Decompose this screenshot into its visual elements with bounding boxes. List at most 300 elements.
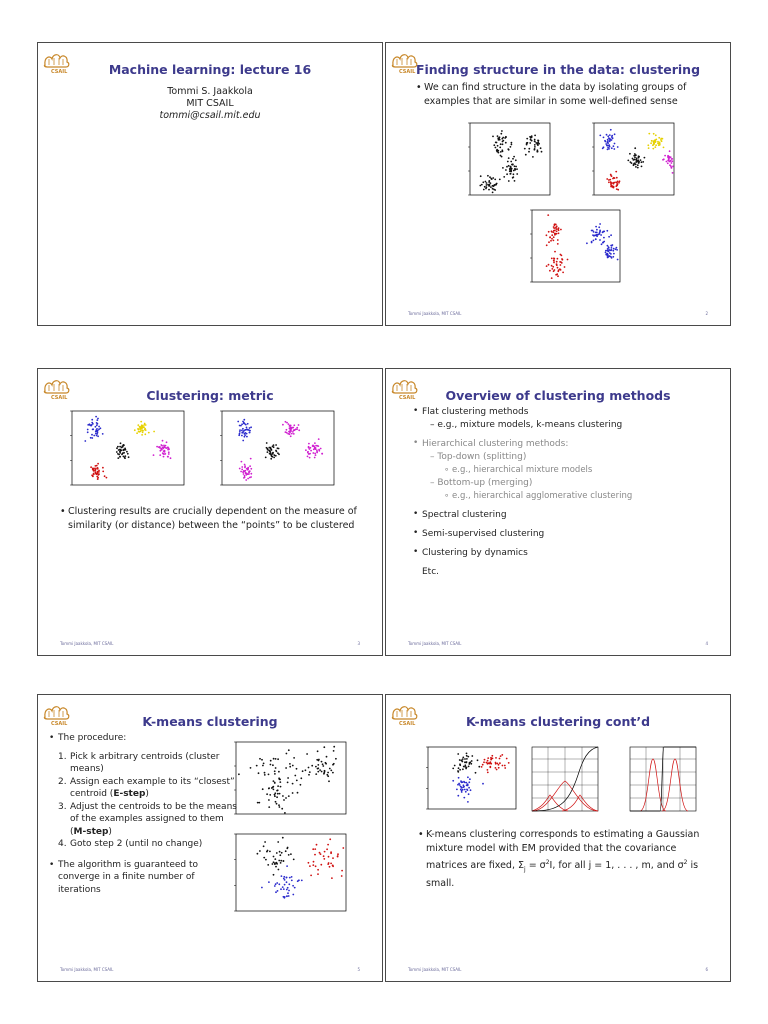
bullet-text: • We can find structure in the data by isolating groups of examples that are similar in some well-defined sense xyxy=(416,82,687,107)
scatter-point xyxy=(595,232,597,234)
scatter-point xyxy=(488,180,490,182)
scatter-point xyxy=(323,855,325,857)
slide-footer: Tommi Jaakkola, MIT CSAIL xyxy=(408,311,462,316)
scatter-point xyxy=(275,866,277,868)
scatter-point xyxy=(653,133,655,135)
scatter-point xyxy=(562,272,564,274)
scatter-point xyxy=(270,458,272,460)
scatter-point xyxy=(637,167,639,169)
scatter-point xyxy=(280,862,282,864)
scatter-point xyxy=(273,457,275,459)
scatter-point xyxy=(274,792,276,794)
scatter-point xyxy=(285,421,287,423)
slide-title: Overview of clustering methods xyxy=(445,388,671,403)
scatter-point xyxy=(308,862,310,864)
scatter-point xyxy=(324,851,326,853)
scatter-point xyxy=(248,472,250,474)
scatter-point xyxy=(98,470,100,472)
scatter-point xyxy=(507,161,509,163)
scatter-point xyxy=(534,146,536,148)
scatter-point xyxy=(505,169,507,171)
scatter-point xyxy=(294,887,296,889)
scatter-point xyxy=(250,426,252,428)
scatter-point xyxy=(633,155,635,157)
scatter-point xyxy=(487,772,489,774)
scatter-point xyxy=(452,780,454,782)
scatter-point xyxy=(313,449,315,451)
scatter-point xyxy=(283,876,285,878)
scatter-point xyxy=(330,770,332,772)
scatter-point xyxy=(141,434,143,436)
scatter-point xyxy=(613,253,615,255)
scatter-point xyxy=(165,447,167,449)
scatter-point xyxy=(669,164,671,166)
scatter-point xyxy=(309,865,311,867)
svg-text:CSAIL: CSAIL xyxy=(51,721,68,727)
scatter-point xyxy=(487,175,489,177)
scatter-point xyxy=(136,432,138,434)
scatter-point xyxy=(606,178,608,180)
scatter-point xyxy=(280,786,282,788)
scatter-point xyxy=(653,143,655,145)
scatter-point xyxy=(662,138,664,140)
scatter-point xyxy=(593,240,595,242)
scatter-point xyxy=(274,795,276,797)
scatter-point xyxy=(159,447,161,449)
scatter-point xyxy=(556,228,558,230)
scatter-point xyxy=(296,780,298,782)
scatter-point xyxy=(163,456,165,458)
scatter-point xyxy=(613,145,615,147)
scatter-point xyxy=(250,767,252,769)
page-number: 3 xyxy=(357,641,360,646)
email: tommi@csail.mit.edu xyxy=(159,110,261,121)
scatter-point xyxy=(162,452,164,454)
scatter-point xyxy=(460,789,462,791)
scatter-point xyxy=(496,769,498,771)
scatter-point xyxy=(242,471,244,473)
scatter-point xyxy=(607,255,609,257)
scatter-point xyxy=(316,451,318,453)
scatter-point xyxy=(335,758,337,760)
scatter-point xyxy=(282,424,284,426)
scatter-point xyxy=(529,142,531,144)
scatter-point xyxy=(332,764,334,766)
scatter-point xyxy=(510,161,512,163)
scatter-point xyxy=(297,792,299,794)
scatter-point xyxy=(300,784,302,786)
scatter-point xyxy=(462,789,464,791)
scatter-point xyxy=(97,468,99,470)
scatter-point xyxy=(250,458,252,460)
scatter-point xyxy=(633,164,635,166)
scatter-point xyxy=(139,426,141,428)
scatter-point xyxy=(307,451,309,453)
scatter-point xyxy=(609,134,611,136)
scatter-point xyxy=(491,755,493,757)
scatter-point xyxy=(273,444,275,446)
scatter-point xyxy=(635,161,637,163)
scatter-point xyxy=(116,447,118,449)
scatter-point xyxy=(337,855,339,857)
scatter-point xyxy=(119,451,121,453)
scatter-point xyxy=(321,761,323,763)
scatter-point xyxy=(611,245,613,247)
scatter-point xyxy=(308,767,310,769)
scatter-point xyxy=(323,746,325,748)
scatter-point xyxy=(610,129,612,131)
scatter-point xyxy=(509,168,511,170)
scatter-point xyxy=(329,866,331,868)
scatter-point xyxy=(602,231,604,233)
scatter-point xyxy=(512,158,514,160)
scatter-point xyxy=(250,468,252,470)
scatter-plot-unlabeled xyxy=(462,121,552,201)
scatter-point xyxy=(277,841,279,843)
scatter-point xyxy=(501,156,503,158)
scatter-point xyxy=(551,238,553,240)
slide-1 xyxy=(37,42,383,326)
scatter-point xyxy=(487,184,489,186)
scatter-point xyxy=(508,149,510,151)
scatter-point xyxy=(463,781,465,783)
scatter-point xyxy=(612,250,614,252)
scatter-point xyxy=(97,463,99,465)
list-item: • Flat clustering methods – e.g., mixture models, k-means clustering xyxy=(413,406,623,430)
scatter-point xyxy=(302,770,304,772)
scatter-point xyxy=(272,786,274,788)
scatter-point xyxy=(497,137,499,139)
scatter-point xyxy=(468,793,470,795)
scatter-point xyxy=(553,258,555,260)
scatter-point xyxy=(664,155,666,157)
scatter-point xyxy=(317,767,319,769)
scatter-point xyxy=(293,429,295,431)
scatter-point xyxy=(242,432,244,434)
scatter-point xyxy=(142,430,144,432)
scatter-point xyxy=(318,759,320,761)
scatter-point xyxy=(548,231,550,233)
scatter-point xyxy=(333,750,335,752)
scatter-point xyxy=(119,456,121,458)
scatter-point xyxy=(462,758,464,760)
scatter-point xyxy=(161,445,163,447)
scatter-point xyxy=(266,442,268,444)
scatter-point xyxy=(317,771,319,773)
scatter-point xyxy=(122,452,124,454)
scatter-point xyxy=(274,885,276,887)
scatter-point xyxy=(264,774,266,776)
scatter-point xyxy=(327,844,329,846)
scatter-point xyxy=(471,755,473,757)
scatter-point xyxy=(602,242,604,244)
scatter-point xyxy=(495,767,497,769)
scatter-point xyxy=(268,881,270,883)
scatter-point xyxy=(601,243,603,245)
scatter-point xyxy=(659,142,661,144)
scatter-point xyxy=(511,168,513,170)
scatter-point xyxy=(308,446,310,448)
kmeans-scatter-initial xyxy=(228,740,348,820)
scatter-point xyxy=(667,156,669,158)
scatter-point xyxy=(318,449,320,451)
scatter-point xyxy=(641,161,643,163)
scatter-point xyxy=(494,179,496,181)
scatter-point xyxy=(96,473,98,475)
scatter-point xyxy=(285,850,287,852)
scatter-point xyxy=(117,446,119,448)
scatter-point xyxy=(458,767,460,769)
scatter-point xyxy=(634,157,636,159)
guarantee-text: The algorithm is guaranteed to converge in a finite number of iterations xyxy=(58,859,199,895)
scatter-point xyxy=(145,424,147,426)
scatter-point xyxy=(278,869,280,871)
scatter-point xyxy=(670,167,672,169)
scatter-point xyxy=(125,449,127,451)
scatter-point xyxy=(463,797,465,799)
scatter-point xyxy=(605,252,607,254)
scatter-point xyxy=(610,186,612,188)
scatter-point xyxy=(286,753,288,755)
scatter-point xyxy=(95,426,97,428)
scatter-point xyxy=(246,427,248,429)
scatter-point xyxy=(278,860,280,862)
scatter-point xyxy=(528,151,530,153)
scatter-point xyxy=(611,247,613,249)
scatter-point xyxy=(612,178,614,180)
scatter-point xyxy=(534,140,536,142)
scatter-point xyxy=(288,423,290,425)
scatter-point xyxy=(106,477,108,479)
scatter-point xyxy=(238,773,240,775)
scatter-point xyxy=(644,157,646,159)
scatter-point xyxy=(508,165,510,167)
scatter-point xyxy=(100,427,102,429)
scatter-point xyxy=(497,150,499,152)
scatter-point xyxy=(244,436,246,438)
scatter-point xyxy=(277,785,279,787)
scatter-point xyxy=(268,806,270,808)
scatter-point xyxy=(291,876,293,878)
scatter-point xyxy=(328,856,330,858)
scatter-point xyxy=(293,424,295,426)
scatter-point xyxy=(515,166,517,168)
scatter-point xyxy=(528,148,530,150)
scatter-point xyxy=(278,804,280,806)
scatter-point xyxy=(551,265,553,267)
scatter-point xyxy=(495,142,497,144)
scatter-point xyxy=(609,139,611,141)
scatter-point xyxy=(516,173,518,175)
scatter-point xyxy=(504,767,506,769)
scatter-point xyxy=(142,432,144,434)
scatter-point xyxy=(315,454,317,456)
scatter-point xyxy=(460,780,462,782)
scatter-point xyxy=(541,151,543,153)
scatter-point xyxy=(495,762,497,764)
scatter-point xyxy=(612,137,614,139)
scatter-point xyxy=(243,419,245,421)
scatter-point xyxy=(508,762,510,764)
slide-6 xyxy=(385,694,731,982)
scatter-point xyxy=(550,240,552,242)
scatter-point xyxy=(280,860,282,862)
scatter-point xyxy=(246,433,248,435)
scatter-point xyxy=(315,447,317,449)
scatter-point xyxy=(244,464,246,466)
scatter-point xyxy=(321,453,323,455)
svg-text:CSAIL: CSAIL xyxy=(51,395,68,401)
scatter-point xyxy=(286,895,288,897)
scatter-point xyxy=(609,252,611,254)
scatter-point xyxy=(268,774,270,776)
page-number: 5 xyxy=(357,967,360,972)
scatter-point xyxy=(640,159,642,161)
scatter-point xyxy=(557,267,559,269)
scatter-point xyxy=(278,453,280,455)
scatter-point xyxy=(492,188,494,190)
scatter-point xyxy=(276,451,278,453)
scatter-point xyxy=(660,139,662,141)
scatter-point xyxy=(554,251,556,253)
scatter-point xyxy=(488,189,490,191)
scatter-point xyxy=(615,181,617,183)
scatter-point xyxy=(264,772,266,774)
scatter-point xyxy=(467,776,469,778)
scatter-point xyxy=(170,457,172,459)
scatter-point xyxy=(262,788,264,790)
scatter-point xyxy=(315,445,317,447)
scatter-point xyxy=(284,896,286,898)
scatter-point xyxy=(279,854,281,856)
scatter-point xyxy=(116,451,118,453)
scatter-point xyxy=(492,192,494,194)
scatter-point xyxy=(261,759,263,761)
scatter-point xyxy=(282,795,284,797)
scatter-point xyxy=(504,765,506,767)
scatter-point xyxy=(531,135,533,137)
scatter-point xyxy=(608,247,610,249)
scatter-point xyxy=(557,228,559,230)
slide-title: K-means clustering xyxy=(142,714,278,729)
scatter-point xyxy=(630,161,632,163)
scatter-plot-metric-b xyxy=(214,409,336,491)
slide-title: Machine learning: lecture 16 xyxy=(108,62,312,77)
scatter-point xyxy=(290,435,292,437)
scatter-point xyxy=(636,157,638,159)
scatter-point xyxy=(148,432,150,434)
scatter-point xyxy=(512,177,514,179)
scatter-point xyxy=(454,765,456,767)
scatter-point xyxy=(341,870,343,872)
scatter-point xyxy=(554,233,556,235)
scatter-point xyxy=(298,879,300,881)
scatter-point xyxy=(328,862,330,864)
scatter-point xyxy=(316,759,318,761)
scatter-point xyxy=(607,149,609,151)
scatter-point xyxy=(667,162,669,164)
scatter-point xyxy=(567,259,569,261)
scatter-point xyxy=(278,883,280,885)
scatter-point xyxy=(271,787,273,789)
bullet-text: • Clustering results are crucially dependent on the measure of similarity (or distance) between the “points” to be clustered xyxy=(60,506,357,531)
scatter-point xyxy=(557,243,559,245)
scatter-point xyxy=(595,226,597,228)
scatter-point xyxy=(607,147,609,149)
scatter-point xyxy=(98,473,100,475)
scatter-point xyxy=(317,750,319,752)
scatter-point xyxy=(512,163,514,165)
scatter-point xyxy=(599,135,601,137)
scatter-point xyxy=(144,429,146,431)
scatter-point xyxy=(600,234,602,236)
scatter-point xyxy=(466,789,468,791)
scatter-point xyxy=(524,148,526,150)
scatter-point xyxy=(288,795,290,797)
scatter-point xyxy=(456,789,458,791)
list-item: Etc. xyxy=(422,567,440,577)
scatter-point xyxy=(318,438,320,440)
scatter-point xyxy=(123,444,125,446)
scatter-point xyxy=(263,857,265,859)
scatter-point xyxy=(668,160,670,162)
scatter-point xyxy=(341,875,343,877)
scatter-point xyxy=(91,437,93,439)
scatter-point xyxy=(634,159,636,161)
scatter-point xyxy=(607,141,609,143)
scatter-point xyxy=(508,157,510,159)
bullet-text: • K-means clustering corresponds to estimating a Gaussian mixture model with EM provided that the covariance matrices are fixed, $\Sigma_j = \sigma^2I$, for all j = 1, . . . , m, and $\sigma^2$ is small. xyxy=(418,829,700,890)
scatter-point xyxy=(284,884,286,886)
scatter-point xyxy=(502,143,504,145)
scatter-point xyxy=(244,476,246,478)
scatter-point xyxy=(603,237,605,239)
scatter-point xyxy=(484,759,486,761)
scatter-point xyxy=(305,449,307,451)
scatter-point xyxy=(300,777,302,779)
scatter-point xyxy=(468,763,470,765)
scatter-point xyxy=(162,440,164,442)
scatter-point xyxy=(90,425,92,427)
scatter-point xyxy=(293,757,295,759)
scatter-point xyxy=(493,185,495,187)
scatter-point xyxy=(553,226,555,228)
scatter-point xyxy=(514,165,516,167)
scatter-point xyxy=(287,433,289,435)
scatter-point xyxy=(117,457,119,459)
scatter-point xyxy=(291,433,293,435)
scatter-point xyxy=(613,148,615,150)
scatter-point xyxy=(296,427,298,429)
scatter-point xyxy=(515,159,517,161)
scatter-point xyxy=(458,777,460,779)
kmeans-scatter-gaussian xyxy=(420,745,518,815)
scatter-point xyxy=(281,875,283,877)
scatter-point xyxy=(549,270,551,272)
scatter-point xyxy=(95,465,97,467)
scatter-point xyxy=(263,763,265,765)
scatter-point xyxy=(495,147,497,149)
scatter-point xyxy=(97,432,99,434)
scatter-point xyxy=(514,180,516,182)
scatter-point xyxy=(274,773,276,775)
scatter-point xyxy=(457,753,459,755)
scatter-point xyxy=(478,766,480,768)
slide-footer: Tommi Jaakkola, MIT CSAIL xyxy=(60,967,114,972)
scatter-point xyxy=(465,791,467,793)
scatter-point xyxy=(525,154,527,156)
scatter-point xyxy=(672,166,674,168)
